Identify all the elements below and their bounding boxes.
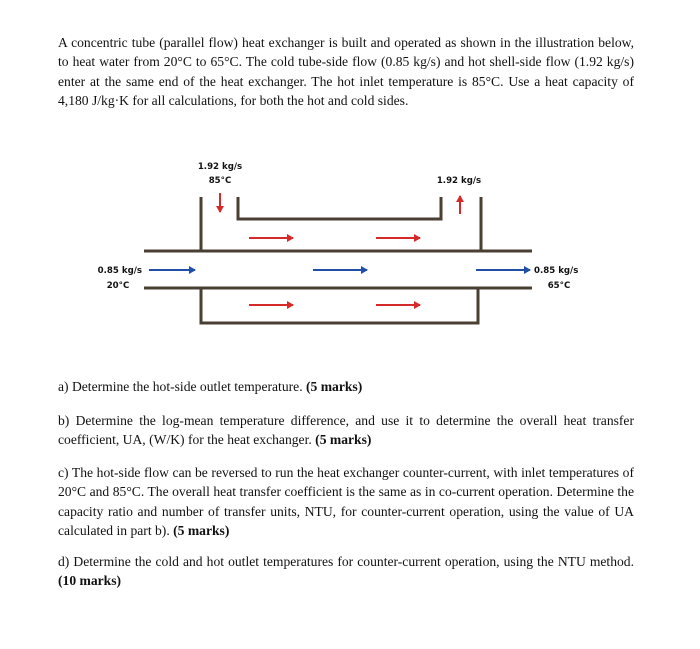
question-a-text: a) Determine the hot-side outlet temperature.: [58, 379, 306, 394]
question-a-marks: (5 marks): [306, 379, 363, 394]
shell-top-wall: [201, 197, 481, 251]
shell-bottom-wall: [201, 288, 478, 323]
cold-outlet-temp-label: 65°C: [547, 281, 571, 291]
cold-inlet-temp-label: 20°C: [106, 281, 130, 291]
hot-outlet-flow-label: 1.92 kg/s: [436, 176, 482, 186]
question-b-marks: (5 marks): [315, 432, 372, 448]
question-d: [58, 552, 634, 591]
cold-outlet-flow-label: 0.85 kg/s: [534, 266, 579, 276]
hot-inlet-flow-label: 1.92 kg/s: [197, 162, 243, 172]
hot-inlet-temp-label: 85°C: [208, 176, 232, 186]
question-d-text: d) Determine the cold and hot outlet temperatures for counter-current operation, using the NTU method.: [58, 554, 634, 569]
question-a: [58, 377, 634, 396]
question-c-marks: (5 marks): [173, 523, 230, 539]
question-d-marks: (10 marks): [58, 573, 122, 589]
problem-statement: A concentric tube (parallel flow) heat exchanger is built and operated as shown in the illustration below, to heat water from 20°C to 65°C. The cold tube-side flow (0.85 kg/s) and hot shell-side flow (1.92 kg/s) enter at the same end of the heat exchanger. The hot inlet temperature is 85°C. Use a heat capacity of 4,180 J/kg·K for all calculations, for both the hot and cold sides.: [58, 35, 634, 109]
question-c-text: c) The hot-side flow can be reversed to run the heat exchanger counter-current, with inlet temperatures of 20°C and 85°C. The overall heat transfer coefficient is the same as in co-current operation. Determine the capacity ratio and number of transfer units, NTU, for counter-current operation, using the value of UA calculated in part b).: [58, 465, 634, 539]
question-c: [58, 463, 634, 541]
cold-inlet-flow-label: 0.85 kg/s: [97, 266, 142, 276]
question-b: [58, 411, 634, 450]
question-b-text: b) Determine the log-mean temperature difference, and use it to determine the overall heat transfer coefficient, UA, (W/K) for the heat exchanger.: [58, 413, 634, 448]
